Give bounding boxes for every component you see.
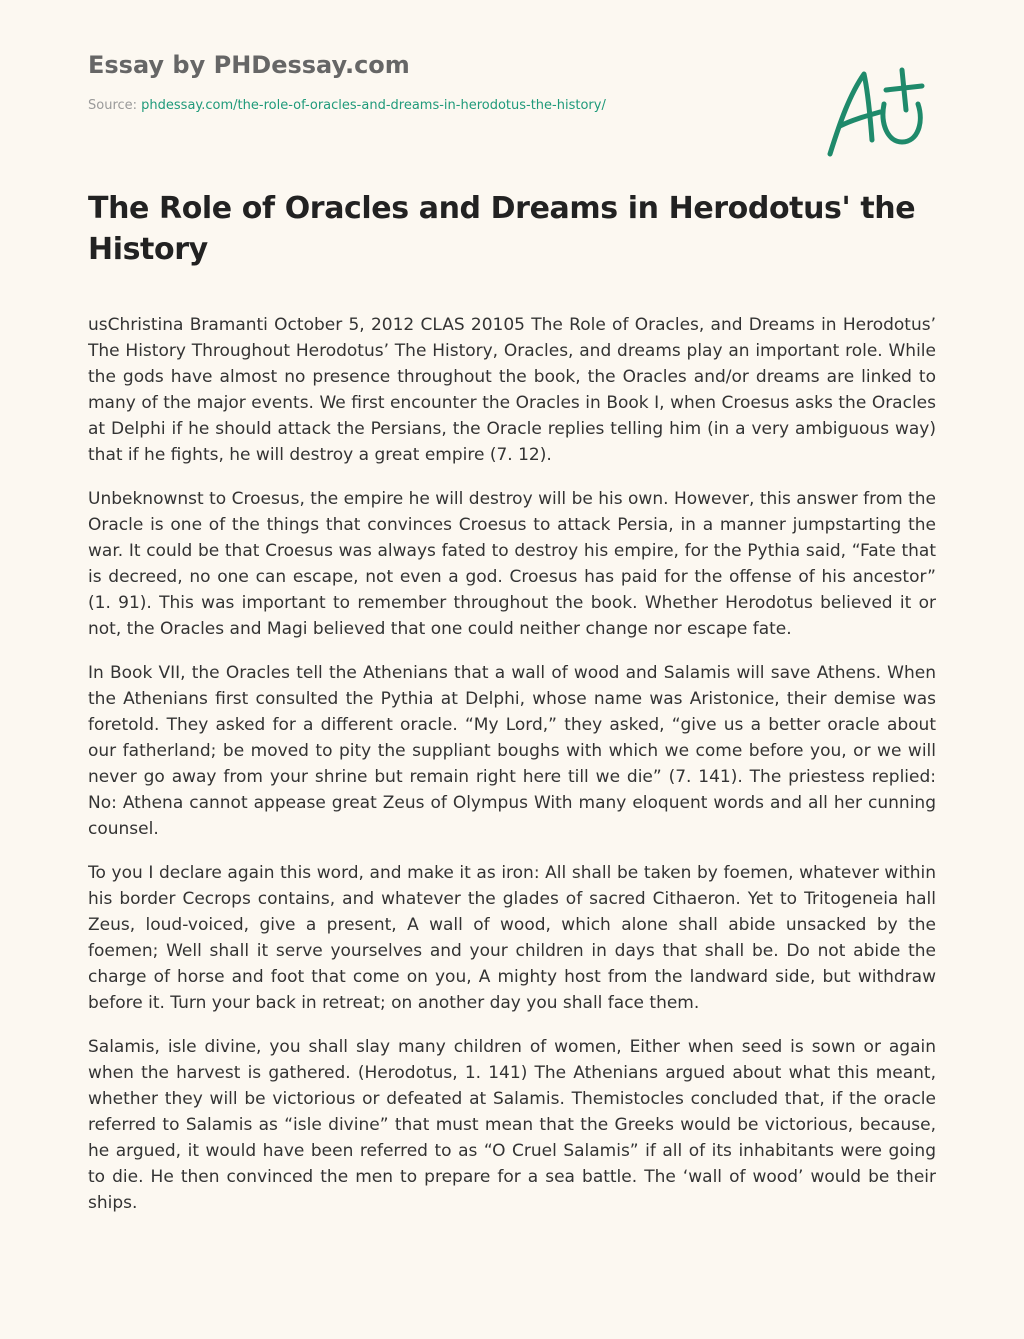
essay-body [88, 312, 936, 1289]
essay-paragraph: Salamis, isle divine, you shall slay many children of women, Either when seed is sown or again when the harvest is gathered. (Herodotus, 1. 141) The Athenians argued about what this meant, whether they will be victorious or defeated at Salamis. Themistocles concluded that, if the oracle referred to Salamis as “isle divine” that must mean that the Greeks would be victorious, because, he argued, it would have been referred to as “O Cruel Salamis” if all of its inhabitants were going to die. He then convinced the men to prepare for a sea battle. The ‘wall of wood’ would be their ships. [88, 1037, 936, 1213]
essay-paragraph: In Book VII, the Oracles tell the Athenians that a wall of wood and Salamis will save Athens. When the Athenians first consulted the Pythia at Delphi, whose name was Aristonice, their demise was foretold. They asked for a different oracle. “My Lord,” they asked, “give us a better oracle about our fatherland; be moved to pity the suppliant boughs with which we come before you, or we will never go away from your shrine but remain right here till we die” (7. 141). The priestess replied: No: Athena cannot appease great Zeus of Olympus With many eloquent words and all her cunning counsel. [88, 663, 936, 839]
site-title: Essay by PHDessay.com [88, 51, 410, 79]
source-line [88, 97, 788, 115]
source-link[interactable]: phdessay.com/the-role-of-oracles-and-dreams-in-herodotus-the-history/ [141, 98, 606, 113]
page-title: The Role of Oracles and Dreams in Herodotus' the History [88, 191, 916, 267]
a-plus-grade-icon [822, 62, 932, 162]
essay-paragraph: Unbeknownst to Croesus, the empire he will destroy will be his own. However, this answer from the Oracle is one of the things that convinces Croesus to attack Persia, in a manner jumpstarting the war. It could be that Croesus was always fated to destroy his empire, for the Pythia said, “Fate that is decreed, no one can escape, not even a god. Croesus has paid for the offense of his ancestor” (1. 91). This was important to remember throughout the book. Whether Herodotus believed it or not, the Oracles and Magi believed that one could neither change nor escape fate. [88, 489, 936, 639]
a-plus-logo-icon [822, 62, 932, 162]
essay-paragraph: To you I declare again this word, and make it as iron: All shall be taken by foemen, whatever within his border Cecrops contains, and whatever the glades of sacred Cithaeron. Yet to Tritogeneia hall Zeus, loud-voiced, give a present, A wall of wood, which alone shall abide unsacked by the foemen; Well shall it serve yourselves and your children in days that shall be. Do not abide the charge of horse and foot that come on you, A mighty host from the landward side, but withdraw before it. Turn your back in retreat; on another day you shall face them. [88, 863, 936, 1013]
site-header [88, 48, 788, 115]
source-label: Source: [88, 98, 142, 113]
essay-paragraph: usChristina Bramanti October 5, 2012 CLAS 20105 The Role of Oracles, and Dreams in Herodotus’ The History Throughout Herodotus’ The History, Oracles, and dreams play an important role. While the gods have almost no presence throughout the book, the Oracles and/or dreams are linked to many of the major events. We first encounter the Oracles in Book I, when Croesus asks the Oracles at Delphi if he should attack the Persians, the Oracle replies telling him (in a very ambiguous way) that if he fights, he will destroy a great empire (7. 12). [88, 315, 936, 465]
